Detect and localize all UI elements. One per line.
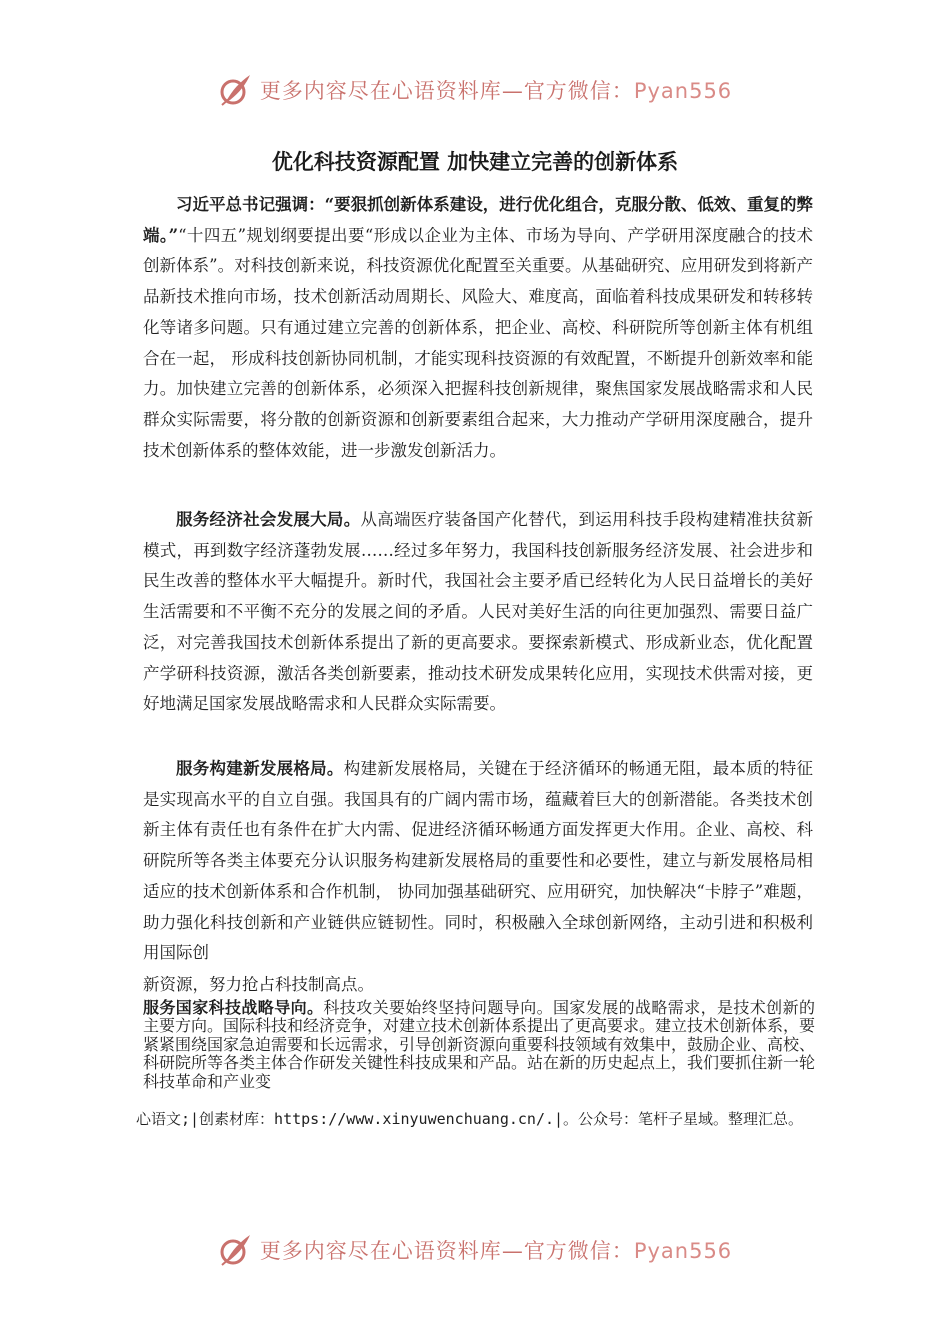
paragraph-1-bold: 习近平总书记强调：“要狠抓创新体系建设，进行优化组合，克服分散、低效、重复的弊端。”	[143, 195, 813, 245]
paragraph-1-text: “十四五”规划纲要提出要“形成以企业为主体、市场为导向、产学研用深度融合的技术创新体系”。对科技创新来说，科技资源优化配置至关重要。从基础研究、应用研发到将新产品新技术推向市场，技术创新活动周期长、风险大、难度高，面临着科技成果研发和转移转化等诸多问题。只有通过建立完善的创新体系，把企业、高校、科研院所等创新主体有机组合在一起， 形成科技创新协同机制，才能实现科技资源的有效配置，不断提升创新效率和能力。加快建立完善的创新体系，必须深入把握科技创新规律，聚焦国家发展战略需求和人民群众实际需要，将分散的创新资源和创新要素组合起来，大力推动产学研用深度融合，提升技术创新体系的整体效能，进一步激发创新活力。	[143, 225, 813, 460]
document-title: 优化科技资源配置 加快建立完善的创新体系	[271, 149, 679, 174]
paragraph-3-tail: 新资源，努力抢占科技制高点。	[143, 975, 374, 994]
banner-lead: 更多内容尽在心语资料库	[259, 1239, 502, 1263]
paragraph-4	[143, 999, 815, 1091]
banner-account: Pyan556	[633, 1239, 733, 1263]
paragraph-4-text: 科技攻关要始终坚持问题导向。国家发展的战略需求，是技术创新的主要方向。国际科技和经济竞争，对建立技术创新体系提出了更高要求。建立技术创新体系，要紧紧围绕国家急迫需要和长远需求，引导创新资源向重要科技领域有效集中，鼓励企业、高校、科研院所等各类主体合作研发关键性科技成果和产品。站在新的历史起点上，我们要抓住新一轮科技革命和产业变	[143, 998, 816, 1091]
banner-rest: 官方微信：	[523, 1239, 634, 1263]
paragraph-3-text: 构建新发展格局，关键在于经济循环的畅通无阻，最本质的特征是实现高水平的自立自强。我国具有的广阔内需市场，蕴藏着巨大的创新潜能。各类技术创新主体有责任也有条件在扩大内需、促进经济循环畅通方面发挥更大作用。企业、高校、科研院所等各类主体要充分认识服务构建新发展格局的重要性和必要性，建立与新发展格局相适应的技术创新体系和合作机制， 协同加强基础研究、应用研究，加快解决“卡脖子”难题，助力强化科技创新和产业链供应链韧性。同时，积极融入全球创新网络，主动引进和积极利用国际创	[143, 759, 814, 963]
banner-text	[260, 75, 732, 105]
header-banner	[0, 72, 950, 108]
quill-logo-icon	[218, 72, 252, 108]
banner-lead: 更多内容尽在心语资料库	[259, 79, 502, 103]
banner-text	[260, 1235, 732, 1265]
banner-dash: —	[501, 1239, 524, 1263]
banner-rest: 官方微信：	[523, 79, 634, 103]
footer-banner	[0, 1232, 950, 1268]
paragraph-2-bold: 服务经济社会发展大局。	[176, 510, 361, 529]
paragraph-2-text: 从高端医疗装备国产化替代，到运用科技手段构建精准扶贫新模式，再到数字经济蓬勃发展……经过多年努力，我国科技创新服务经济发展、社会进步和民生改善的整体水平大幅提升。新时代，我国社会主要矛盾已经转化为人民日益增长的美好生活需要和不平衡不充分的发展之间的矛盾。人民对美好生活的向往更加强烈、需要日益广泛，对完善我国技术创新体系提出了新的更高要求。要探索新模式、形成新业态，优化配置产学研科技资源，激活各类创新要素，推动技术研发成果转化应用，实现技术供需对接，更好地满足国家发展战略需求和人民群众实际需要。	[143, 510, 814, 714]
paragraph-3	[143, 754, 813, 969]
paragraph-2	[143, 505, 813, 720]
source-note: 心语文;|创素材库：https://www.xinyuwenchuang.cn/.|。公众号：笔杆子星域。整理汇总。	[136, 1110, 804, 1128]
paragraph-1	[143, 190, 813, 466]
banner-dash: —	[501, 79, 524, 103]
paragraph-3-bold: 服务构建新发展格局。	[176, 759, 344, 778]
paragraph-4-bold: 服务国家科技战略导向。	[143, 998, 324, 1017]
banner-account: Pyan556	[633, 79, 733, 103]
quill-logo-icon	[218, 1232, 252, 1268]
